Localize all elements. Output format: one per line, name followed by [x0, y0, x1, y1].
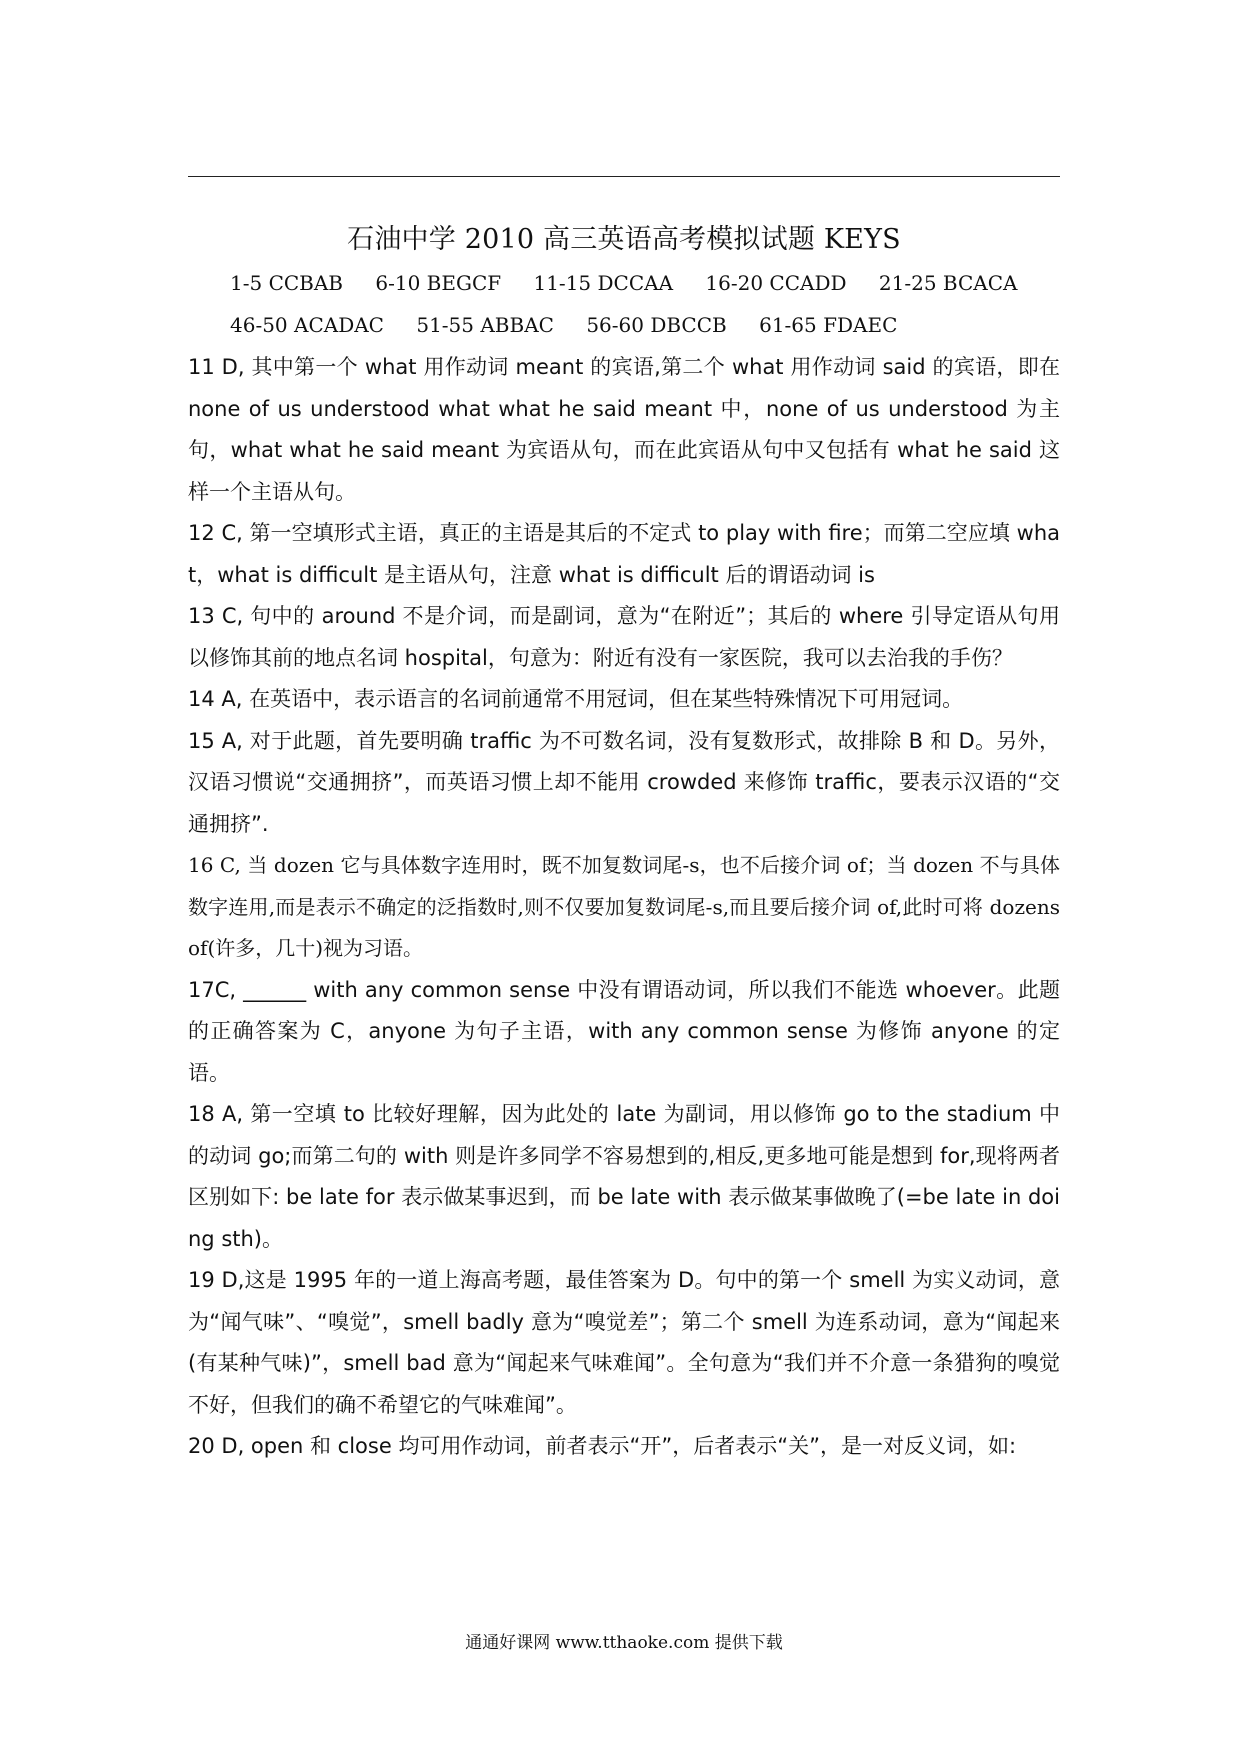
- explanation-17: 17C, ______ with any common sense 中没有谓语动词，所以我们不能选 whoever。此题的正确答案为 C，anyone 为句子主语，with any common sense 为修饰 anyone 的定语。: [188, 977, 1060, 1085]
- explanation-20: 20 D, open 和 close 均可用作动词，前者表示“开”，后者表示“关”，是一对反义词，如:: [188, 1434, 1017, 1458]
- document-title: 石油中学 2010 高三英语高考模拟试题 KEYS: [347, 224, 901, 255]
- answer-key: 61-65 FDAEC: [759, 313, 898, 337]
- explanations: [188, 347, 1060, 1468]
- answer-key: 56-60 DBCCB: [586, 313, 727, 337]
- explanation-16: 16 C, 当 dozen 它与具体数字连用时，既不加复数词尾-s，也不后接介词 of；当 dozen 不与具体数字连用,而是表示不确定的泛指数时,则不仅要加复数词尾-s,而且要后接介词 of,此时可将 dozens of(许多，几十)视为习语。: [188, 853, 1060, 960]
- explanation-15: 15 A, 对于此题，首先要明确 traffic 为不可数名词，没有复数形式，故排除 B 和 D。另外，汉语习惯说“交通拥挤”，而英语习惯上却不能用 crowded 来修饰 traffic，要表示汉语的“交通拥挤”.: [188, 728, 1060, 836]
- explanation-12: 12 C, 第一空填形式主语，真正的主语是其后的不定式 to play with fire；而第二空应填 what，what is difficult 是主语从句，注意 what is difficult 后的谓语动词 is: [188, 521, 1060, 587]
- answer-keys-row-1: [230, 268, 1050, 298]
- page-footer: 通通好课网 www.tthaoke.com 提供下载: [465, 1633, 783, 1653]
- header-rule: [188, 176, 1060, 177]
- explanation-18: 18 A, 第一空填 to 比较好理解，因为此处的 late 为副词，用以修饰 go to the stadium 中的动词 go;而第二句的 with 则是许多同学不容易想到的,相反,更多地可能是想到 for,现将两者区别如下: be late for 表示做某事迟到，而 be late with 表示做某事做晚了(=be late in doing sth)。: [188, 1102, 1060, 1251]
- answer-key: 1-5 CCBAB: [230, 271, 344, 295]
- explanation-14: 14 A, 在英语中，表示语言的名词前通常不用冠词，但在某些特殊情况下可用冠词。: [188, 687, 964, 711]
- answer-keys-row-2: [230, 310, 1050, 340]
- answer-key: 51-55 ABBAC: [416, 313, 554, 337]
- explanation-13: 13 C, 句中的 around 不是介词，而是副词，意为“在附近”；其后的 where 引导定语从句用以修饰其前的地点名词 hospital，句意为：附近有没有一家医院，我可以去治我的手伤？: [188, 604, 1060, 670]
- answer-key: 11-15 DCCAA: [533, 271, 674, 295]
- answer-key: 46-50 ACADAC: [230, 313, 384, 337]
- answer-key: 21-25 BCACA: [878, 271, 1018, 295]
- explanation-11: 11 D, 其中第一个 what 用作动词 meant 的宾语,第二个 what 用作动词 said 的宾语，即在 none of us understood what what he said meant 中，none of us understood 为主句，what what he said meant 为宾语从句，而在此宾语从句中又包括有 what he said 这样一个主语从句。: [188, 355, 1060, 504]
- answer-key: 16-20 CCADD: [705, 271, 847, 295]
- answer-key: 6-10 BEGCF: [375, 271, 502, 295]
- explanation-19: 19 D,这是 1995 年的一道上海高考题，最佳答案为 D。句中的第一个 smell 为实义动词，意为“闻气味”、“嗅觉”，smell badly 意为“嗅觉差”；第二个 smell 为连系动词，意为“闻起来(有某种气味)”，smell bad 意为“闻起来气味难闻”。全句意为“我们并不介意一条猎狗的嗅觉不好，但我们的确不希望它的气味难闻”。: [188, 1268, 1060, 1417]
